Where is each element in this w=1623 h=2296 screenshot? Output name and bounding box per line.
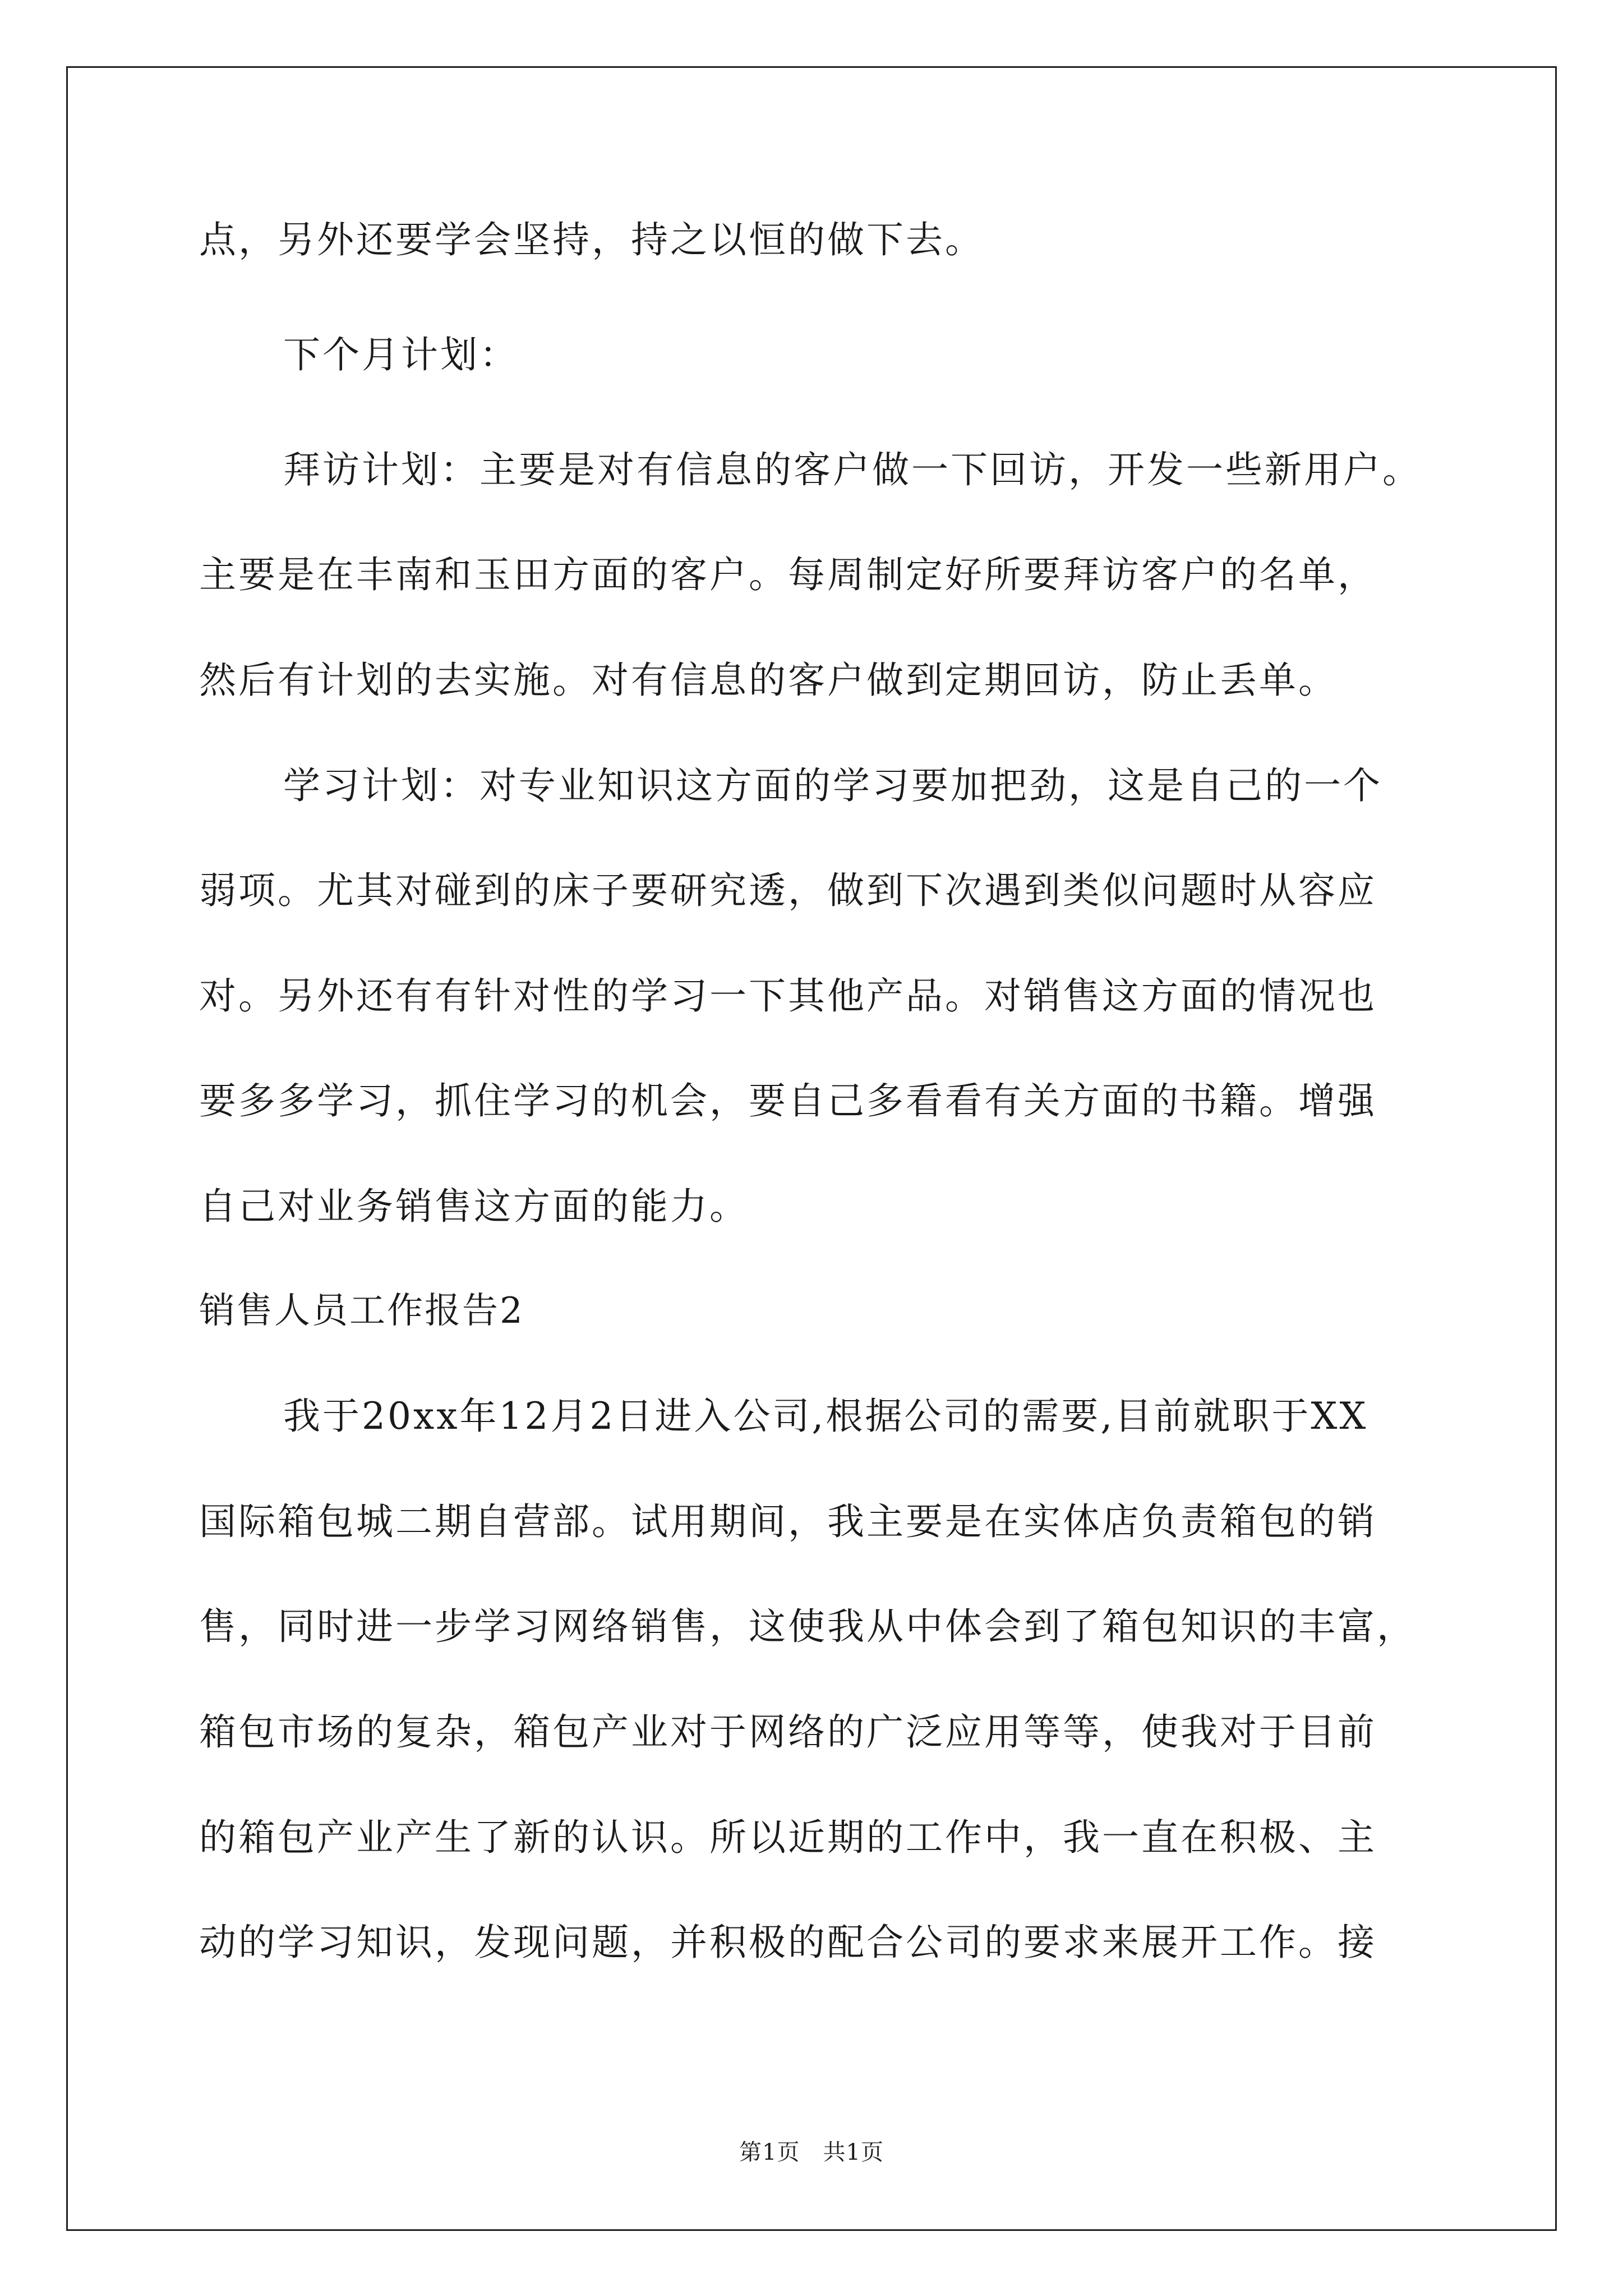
body-text-line: 动的学习知识，发现问题，并积极的配合公司的要求来展开工作。接 — [199, 1921, 1377, 1964]
body-text-line: 自己对业务销售这方面的能力。 — [199, 1185, 749, 1228]
body-text-line: 的箱包产业产生了新的认识。所以近期的工作中，我一直在积极、主 — [199, 1816, 1377, 1859]
body-text-line: 主要是在丰南和玉田方面的客户。每周制定好所要拜访客户的名单， — [199, 553, 1377, 596]
body-text-line: 售，同时进一步学习网络销售，这使我从中体会到了箱包知识的丰富， — [199, 1605, 1416, 1648]
body-text-line: 对。另外还有有针对性的学习一下其他产品。对销售这方面的情况也 — [199, 974, 1377, 1018]
body-text-line: 国际箱包城二期自营部。试用期间，我主要是在实体店负责箱包的销 — [199, 1500, 1377, 1543]
report-title: 销售人员工作报告2 — [199, 1290, 524, 1332]
body-text-line: 弱项。尤其对碰到的床子要研究透，做到下次遇到类似问题时从容应 — [199, 869, 1377, 912]
section-heading-next-month-plan: 下个月计划： — [283, 333, 519, 376]
body-text-line: 拜访计划：主要是对有信息的客户做一下回访，开发一些新用户。 — [283, 448, 1422, 491]
page-footer: 第1页 共1页 — [739, 2139, 884, 2165]
page-border — [66, 66, 1557, 2231]
body-text-line: 箱包市场的复杂，箱包产业对于网络的广泛应用等等，使我对于目前 — [199, 1710, 1377, 1754]
body-text-line: 点，另外还要学会坚持，持之以恒的做下去。 — [199, 218, 984, 261]
body-text-line: 我于20xx年12月2日进入公司,根据公司的需要,目前就职于XX — [283, 1395, 1368, 1438]
body-text-line: 要多多学习，抓住学习的机会，要自己多看看有关方面的书籍。增强 — [199, 1079, 1377, 1122]
body-text-line: 然后有计划的去实施。对有信息的客户做到定期回访，防止丢单。 — [199, 659, 1338, 702]
body-text-line: 学习计划：对专业知识这方面的学习要加把劲，这是自己的一个 — [283, 764, 1382, 807]
